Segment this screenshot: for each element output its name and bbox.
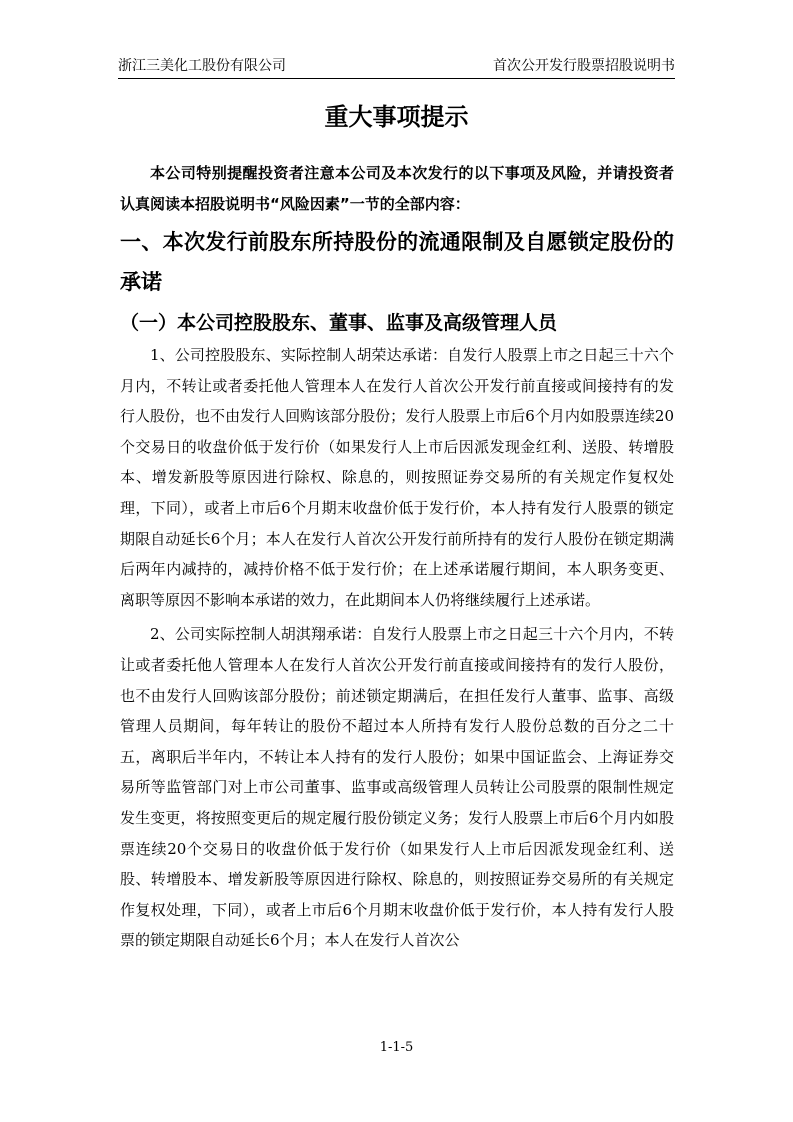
intro-paragraph: 本公司特别提醒投资者注意本公司及本次发行的以下事项及风险，并请投资者认真阅读本招股说明书“风险因素”一节的全部内容： xyxy=(120,164,674,213)
subsection-heading: （一）本公司控股股东、董事、监事及高级管理人员 xyxy=(120,312,558,334)
header-document-title: 首次公开发行股票招股说明书 xyxy=(493,58,675,74)
page-number: 1-1-5 xyxy=(379,1040,414,1055)
header-company-name: 浙江三美化工股份有限公司 xyxy=(118,58,286,74)
body-paragraph: 1、公司控股股东、实际控制人胡荣达承诺：自发行人股票上市之日起三十六个月内，不转让或者委托他人管理本人在发行人首次公开发行前直接或间接持有的发行人股份，也不由发行人回购该部分股份；发行人股票上市后6个月内如股票连续20个交易日的收盘价低于发行价（如果发行人上市后因派发现金红利、送股、转增股本、增发新股等原因进行除权、除息的，则按照证券交易所的有关规定作复权处理，下同），或者上市后6个月期末收盘价低于发行价，本人持有发行人股票的锁定期限自动延长6个月；本人在发行人首次公开发行前所持有的发行人股份在锁定期满后两年内减持的，减持价格不低于发行价；在上述承诺履行期间，本人职务变更、离职等原因不影响本承诺的效力，在此期间本人仍将继续履行上述承诺。 xyxy=(120,346,674,609)
section-heading: 一、本次发行前股东所持股份的流通限制及自愿锁定股份的承诺 xyxy=(120,230,674,294)
body-paragraph: 2、公司实际控制人胡淇翔承诺：自发行人股票上市之日起三十六个月内，不转让或者委托他人管理本人在发行人首次公开发行前直接或间接持有的发行人股份，也不由发行人回购该部分股份；前述锁定期满后，在担任发行人董事、监事、高级管理人员期间，每年转让的股份不超过本人所持有发行人股份总数的百分之二十五，离职后半年内，不转让本人持有的发行人股份；如果中国证监会、上海证券交易所等监管部门对上市公司董事、监事或高级管理人员转让公司股票的限制性规定发生变更，将按照变更后的规定履行股份锁定义务；发行人股票上市后6个月内如股票连续20个交易日的收盘价低于发行价（如果发行人上市后因派发现金红利、送股、转增股本、增发新股等原因进行除权、除息的，则按照证券交易所的有关规定作复权处理，下同），或者上市后6个月期末收盘价低于发行价，本人持有发行人股票的锁定期限自动延长6个月；本人在发行人首次公 xyxy=(120,625,674,950)
page-title: 重大事项提示 xyxy=(324,103,469,131)
page-body xyxy=(120,158,674,956)
page-header xyxy=(118,56,675,79)
